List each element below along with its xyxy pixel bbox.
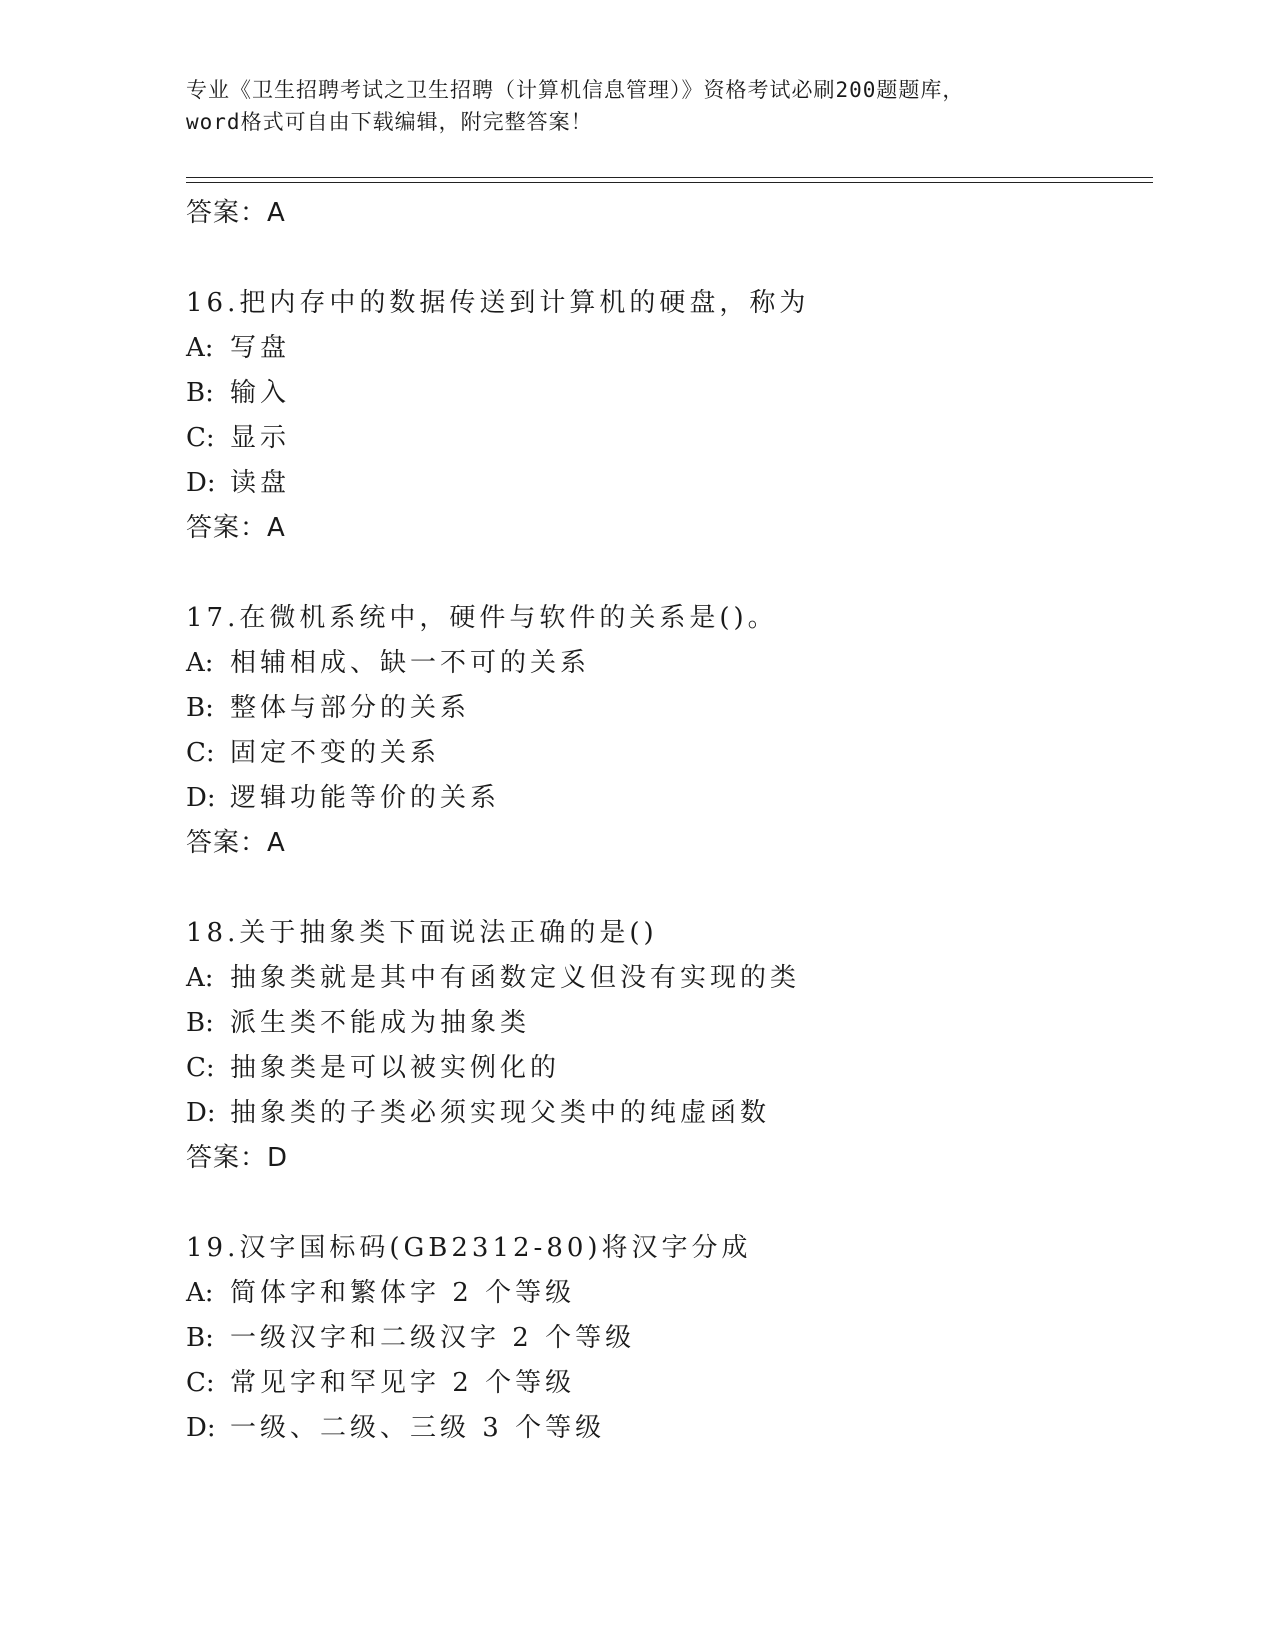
document-header [186, 74, 1086, 138]
option-b [186, 371, 1186, 416]
option-b [186, 1001, 1186, 1046]
answer-line: 答案：A [186, 828, 286, 858]
option-text: 抽象类是可以被实例化的 [230, 1053, 561, 1083]
header-line-1: 专业《卫生招聘考试之卫生招聘（计算机信息管理）》资格考试必刷200题题库， [186, 78, 965, 102]
option-letter: A: [186, 963, 214, 993]
question-list [186, 191, 1186, 1451]
option-c [186, 731, 1186, 776]
option-letter: A: [186, 333, 214, 363]
option-c [186, 416, 1186, 461]
option-letter: D: [186, 783, 216, 813]
question-block-16 [186, 281, 1186, 551]
option-b [186, 1316, 1186, 1361]
option-d [186, 776, 1186, 821]
option-a [186, 326, 1186, 371]
option-text: 一级、二级、三级 3 个等级 [230, 1413, 606, 1443]
option-d [186, 1091, 1186, 1136]
option-letter: C: [186, 1368, 215, 1398]
option-c [186, 1046, 1186, 1091]
option-text: 整体与部分的关系 [230, 693, 471, 723]
header-divider-bottom [186, 182, 1153, 183]
option-text: 简体字和繁体字 2 个等级 [230, 1278, 576, 1308]
option-letter: C: [186, 1053, 215, 1083]
option-text: 写盘 [230, 333, 291, 363]
option-letter: B: [186, 1008, 214, 1038]
option-b [186, 686, 1186, 731]
question-block-19 [186, 1226, 1186, 1451]
question-text: 19.汉字国标码(GB2312-80)将汉字分成 [186, 1233, 752, 1263]
question-block-17 [186, 596, 1186, 866]
header-line-2: word格式可自由下载编辑，附完整答案！ [186, 110, 593, 134]
option-letter: C: [186, 738, 215, 768]
option-letter: C: [186, 423, 215, 453]
option-c [186, 1361, 1186, 1406]
option-letter: B: [186, 693, 214, 723]
option-text: 输入 [230, 378, 291, 408]
option-text: 抽象类就是其中有函数定义但没有实现的类 [230, 963, 801, 993]
option-text: 相辅相成、缺一不可的关系 [230, 648, 591, 678]
option-text: 逻辑功能等价的关系 [230, 783, 501, 813]
option-text: 抽象类的子类必须实现父类中的纯虚函数 [230, 1098, 771, 1128]
option-letter: D: [186, 1413, 216, 1443]
option-a [186, 641, 1186, 686]
option-letter: D: [186, 468, 216, 498]
option-text: 派生类不能成为抽象类 [230, 1008, 531, 1038]
question-text: 16.把内存中的数据传送到计算机的硬盘，称为 [186, 288, 810, 318]
answer-line: 答案：A [186, 513, 286, 543]
option-letter: D: [186, 1098, 216, 1128]
option-letter: B: [186, 1323, 214, 1353]
option-text: 常见字和罕见字 2 个等级 [230, 1368, 576, 1398]
option-letter: A: [186, 1278, 214, 1308]
answer-line: 答案：A [186, 198, 286, 228]
option-letter: B: [186, 378, 214, 408]
option-d [186, 1406, 1186, 1451]
question-text: 18.关于抽象类下面说法正确的是() [186, 918, 658, 948]
option-text: 显示 [230, 423, 291, 453]
option-text: 读盘 [230, 468, 291, 498]
option-a [186, 956, 1186, 1001]
option-letter: A: [186, 648, 214, 678]
question-text: 17.在微机系统中，硬件与软件的关系是()。 [186, 603, 778, 633]
option-d [186, 461, 1186, 506]
option-a [186, 1271, 1186, 1316]
option-text: 固定不变的关系 [230, 738, 441, 768]
answer-line: 答案：D [186, 1143, 289, 1173]
option-text: 一级汉字和二级汉字 2 个等级 [230, 1323, 636, 1353]
question-block-18 [186, 911, 1186, 1181]
header-divider-top [186, 177, 1153, 178]
